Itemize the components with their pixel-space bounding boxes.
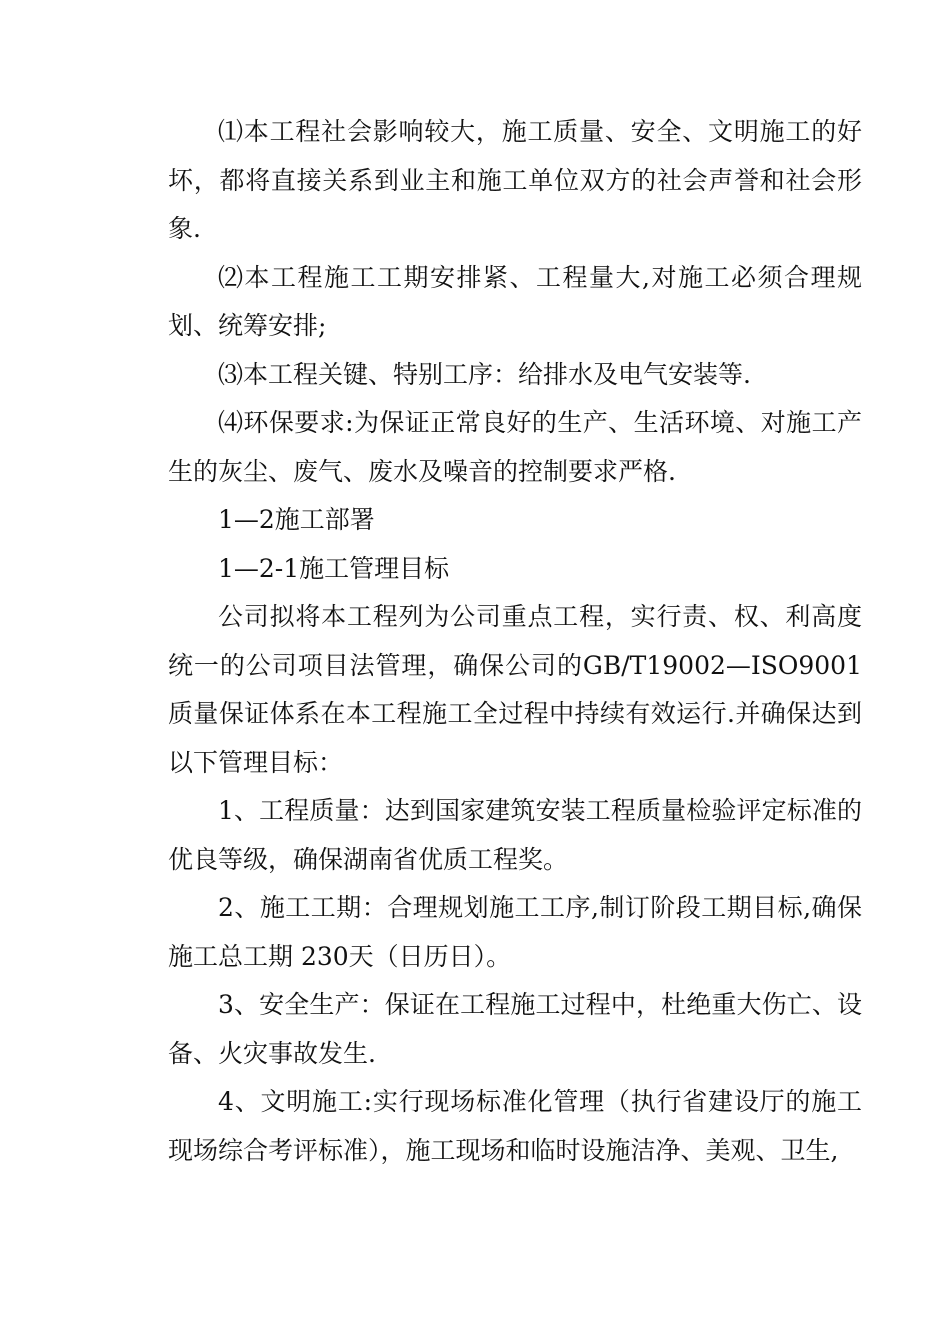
- section-heading-1-2-1: 1—2-1施工管理目标: [218, 553, 450, 583]
- management-intro-paragraph: 公司拟将本工程列为公司重点工程，实行责、权、利高度统一的公司项目法管理，确保公司的GB/T19002—ISO9001质量保证体系在本工程施工全过程中持续有效运行.并确保达到以下管理目标：: [168, 602, 862, 777]
- document-body: [168, 108, 862, 1175]
- paragraph-item-4: ⑷环保要求:为保证正常良好的生产、生活环境、对施工产生的灰尘、废气、废水及噪音的控制要求严格.: [168, 408, 862, 486]
- goal-safety: 3、安全生产：保证在工程施工过程中，杜绝重大伤亡、设备、火灾事故发生.: [168, 990, 862, 1068]
- paragraph-item-1: ⑴本工程社会影响较大，施工质量、安全、文明施工的好坏，都将直接关系到业主和施工单位双方的社会声誉和社会形象.: [168, 117, 862, 243]
- paragraph-item-2: ⑵本工程施工工期安排紧、工程量大,对施工必须合理规划、统筹安排;: [168, 262, 862, 340]
- goal-civilized-construction: 4、文明施工:实行现场标准化管理（执行省建设厅的施工现场综合考评标准），施工现场和临时设施洁净、美观、卫生,: [168, 1087, 862, 1165]
- goal-schedule: 2、施工工期：合理规划施工工序,制订阶段工期目标,确保施工总工期 230天（日历日）。: [168, 893, 862, 971]
- goal-quality: 1、工程质量：达到国家建筑安装工程质量检验评定标准的优良等级，确保湖南省优质工程奖。: [168, 796, 862, 874]
- paragraph-item-3: ⑶本工程关键、特别工序：给排水及电气安装等.: [218, 359, 751, 389]
- section-heading-1-2: 1—2施工部署: [218, 505, 375, 534]
